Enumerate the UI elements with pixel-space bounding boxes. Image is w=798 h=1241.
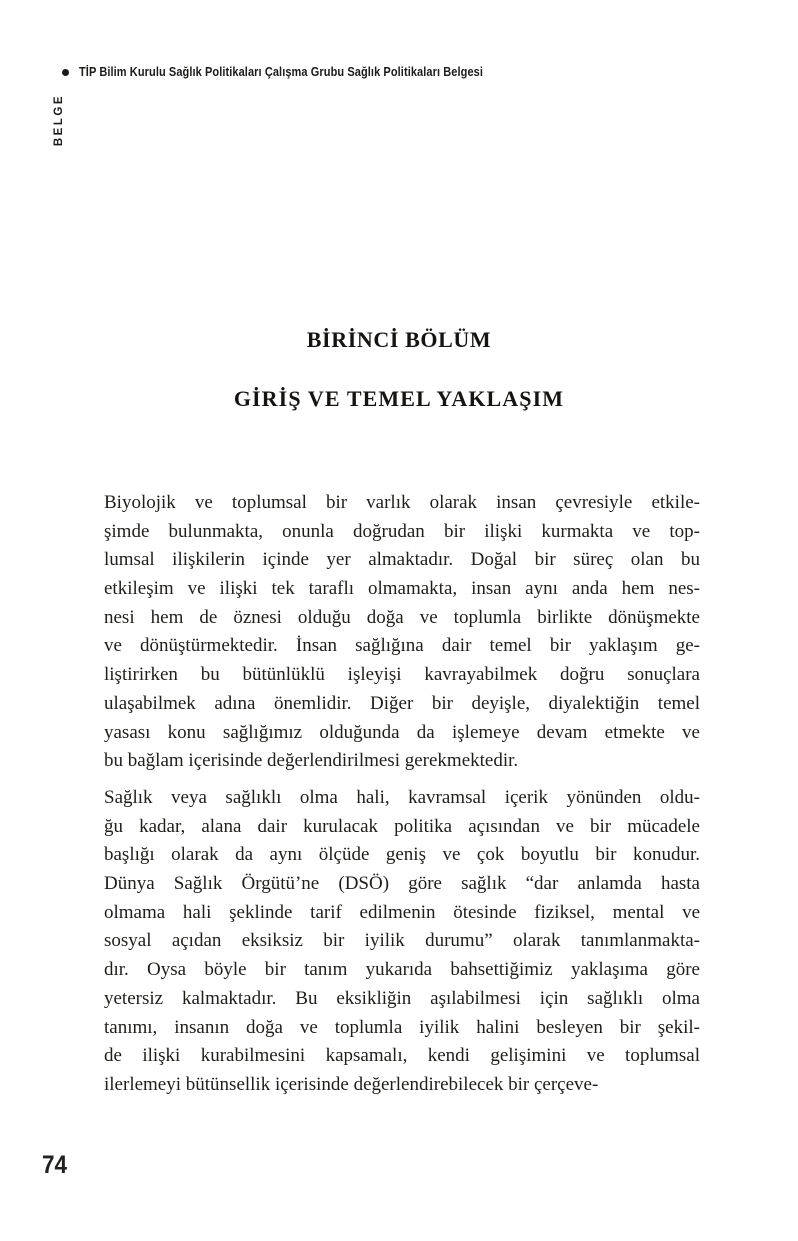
body-line: de ilişki kurabilmesini kapsamalı, kendi gelişimini ve toplumsal bbox=[104, 1045, 700, 1067]
body-paragraph-2 bbox=[104, 784, 700, 1100]
body-line: olmama hali şeklinde tarif edilmenin ötesinde fiziksel, mental ve bbox=[104, 901, 700, 923]
bullet-icon bbox=[62, 69, 69, 76]
body-line: yetersiz kalmaktadır. Bu eksikliğin aşılabilmesi için sağlıklı olma bbox=[104, 987, 700, 1009]
running-head-text: TİP Bilim Kurulu Sağlık Politikaları Çalışma Grubu Sağlık Politikaları Belgesi bbox=[79, 65, 484, 79]
body-line: Sağlık veya sağlıklı olma hali, kavramsal içerik yönünden oldu- bbox=[104, 787, 700, 808]
body-line: etkileşim ve ilişki tek taraflı olmamakta, insan aynı anda hem nes- bbox=[104, 578, 700, 600]
body-line: sosyal açıdan eksiksiz bir iyilik durumu” olarak tanımlanmakta- bbox=[104, 930, 700, 952]
body-line: nesi hem de öznesi olduğu doğa ve toplumla birlikte dönüşmekte bbox=[104, 606, 700, 628]
side-label-text: BELGE bbox=[53, 93, 65, 147]
body-line: ilerlemeyi bütünsellik içerisinde değerlendirebilecek bir çerçeve- bbox=[104, 1073, 599, 1095]
side-label-belge bbox=[53, 92, 65, 148]
body-line: Biyolojik ve toplumsal bir varlık olarak insan çevresiyle etkile- bbox=[104, 492, 700, 513]
body-line: dır. Oysa böyle bir tanım yukarıda bahsettiğimiz yaklaşıma göre bbox=[104, 959, 700, 981]
body-line: Dünya Sağlık Örgütü’ne (DSÖ) göre sağlık “dar anlamda hasta bbox=[104, 873, 700, 895]
body-paragraph-1 bbox=[104, 489, 700, 776]
section-heading: GİRİŞ VE TEMEL YAKLAŞIM bbox=[233, 386, 565, 411]
body-line: ve dönüştürmektedir. İnsan sağlığına dair temel bir yaklaşım ge- bbox=[104, 635, 700, 657]
chapter-heading: BİRİNCİ BÖLÜM bbox=[306, 327, 492, 352]
body-line: başlığı olarak da aynı ölçüde geniş ve çok boyutlu bir konudur. bbox=[104, 844, 700, 866]
page-number: 74 bbox=[42, 1151, 68, 1179]
body-line: ğu kadar, alana dair kurulacak politika açısından ve bir mücadele bbox=[104, 815, 700, 837]
body-line: şimde bulunmakta, onunla doğrudan bir ilişki kurmakta ve top- bbox=[104, 520, 700, 542]
body-line: ulaşabilmek adına önemlidir. Diğer bir deyişle, diyalektiğin temel bbox=[104, 692, 700, 714]
body-line: tanımı, insanın doğa ve toplumla iyilik halini besleyen bir şekil- bbox=[104, 1016, 700, 1038]
body-line: yasası konu sağlığımız olduğunda da işlemeye devam etmekte ve bbox=[104, 721, 700, 743]
running-head bbox=[62, 64, 538, 80]
body-line: bu bağlam içerisinde değerlendirilmesi gerekmektedir. bbox=[104, 750, 519, 772]
body-line: liştirirken bu bütünlüklü işleyişi kavrayabilmek doğru sonuçlara bbox=[104, 664, 700, 686]
body-line: lumsal ilişkilerin içinde yer almaktadır. Doğal bir süreç olan bu bbox=[104, 549, 700, 571]
